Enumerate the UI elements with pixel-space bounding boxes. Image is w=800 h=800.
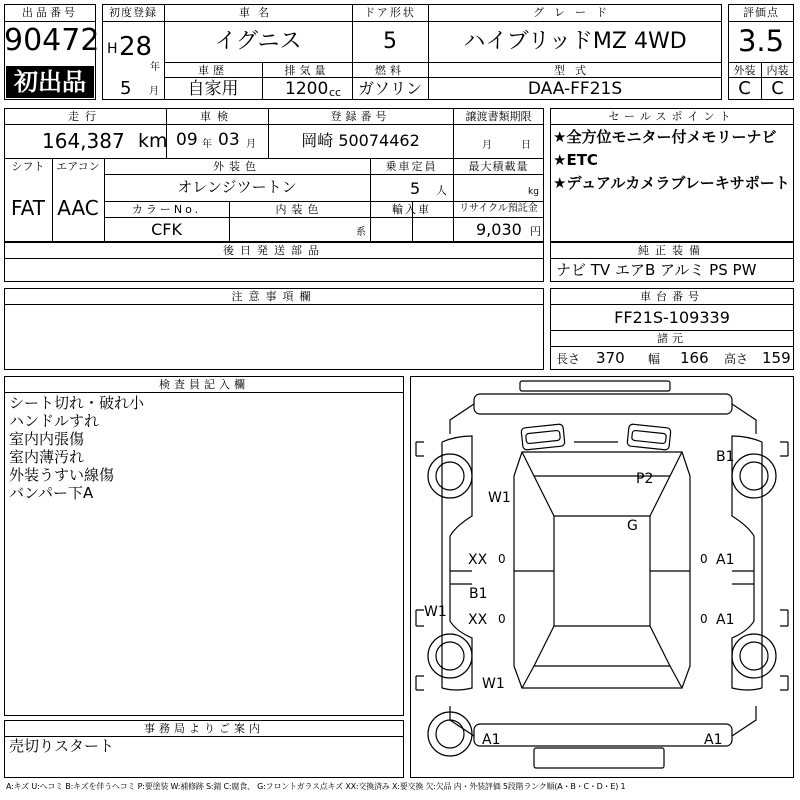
first-listing-badge: 初出品 [6, 66, 94, 98]
transfer-day: 日 [521, 140, 531, 151]
color-no: CFK [151, 220, 182, 239]
door-type-label: ドア形状 [364, 6, 416, 19]
kei-unit: 系 [356, 227, 366, 238]
height-label: 高さ [724, 352, 749, 366]
first-reg-year: 28 [119, 32, 153, 62]
damage-a1-right-door: A1 [716, 552, 735, 568]
inspector-note-5: 外装うすい線傷 [9, 466, 115, 484]
year-unit: 年 [150, 62, 160, 73]
notes-label: 注意事項欄 [231, 290, 317, 303]
legend: A:キズ U:ヘコミ B:キズを伴うヘコミ P:要塗装 W:補修跡 S:錆 C:腐食、 G:フロントガラス点キズ XX:交換済み X:要交換 欠:欠品 内・外装評価 5段階ランク順(A・B・C・D・E) 1 [6, 782, 626, 791]
damage-w1-rear: W1 [482, 676, 505, 692]
door-count: 5 [383, 29, 397, 54]
interior-score-label: 内装 [766, 64, 789, 77]
office-note: 売切りスタート [9, 737, 115, 755]
damage-g: G [627, 518, 638, 534]
damage-o1: 0 [498, 552, 506, 566]
damage-o3: 0 [498, 612, 506, 626]
damage-p2: P2 [636, 471, 654, 487]
yen-unit: 円 [530, 225, 541, 238]
history-label: 車歴 [198, 64, 228, 77]
max-load-label: 最大積載量 [468, 160, 529, 173]
aircon: AAC [57, 196, 99, 220]
people-unit: 人 [436, 184, 447, 197]
width-label: 幅 [648, 352, 661, 366]
damage-xx-rear-left: XX [468, 612, 488, 628]
import-label: 輸入車 [392, 203, 431, 216]
displacement: 1200 [285, 79, 329, 99]
color-no-label: カラーNo. [131, 203, 202, 216]
selling-point-3: ★デュアルカメラブレーキサポート [553, 174, 790, 192]
fuel-label: 燃料 [375, 64, 405, 77]
grade: ハイブリッドMZ 4WD [463, 29, 687, 54]
height: 159 [762, 349, 791, 367]
specs-label: 諸元 [657, 332, 687, 345]
damage-w1-front-left: W1 [488, 490, 511, 506]
score: 3.5 [737, 24, 785, 58]
capacity: 5 [410, 179, 421, 198]
exterior-score-label: 外装 [733, 64, 756, 77]
plate-number: 岡崎 50074462 [301, 131, 420, 150]
kg-unit: kg [528, 187, 539, 197]
damage-xx-left-door: XX [468, 552, 488, 568]
car-name: イグニス [214, 29, 302, 54]
damage-a1-rear-right: A1 [716, 612, 735, 628]
length-label: 長さ [556, 352, 581, 366]
exterior-score: C [738, 78, 751, 99]
length: 370 [596, 349, 625, 367]
damage-a1-rear-bumper-right: A1 [704, 732, 723, 748]
plate-label: 登録番号 [330, 110, 391, 123]
inspection-year-unit: 年 [202, 139, 212, 150]
damage-a1-rear-bumper-left: A1 [482, 732, 501, 748]
model-code: DAA-FF21S [527, 79, 623, 99]
damage-w1-left-side: W1 [424, 604, 447, 620]
selling-points-label: セールスポイント [608, 110, 736, 123]
damage-o4: 0 [700, 612, 708, 626]
recycle-amount: 9,030 [476, 220, 522, 239]
recycle-label: リサイクル預託金 [459, 203, 538, 214]
fuel: ガソリン [357, 79, 422, 98]
damage-b1-rear-left: B1 [469, 586, 488, 602]
month-unit: 月 [149, 86, 159, 97]
aircon-label: エアコン [56, 160, 100, 173]
transfer-docs-label: 譲渡書類期限 [465, 110, 532, 123]
inspector-note-1: シート切れ・破れ小 [9, 394, 145, 412]
width: 166 [680, 349, 709, 367]
cc-unit: cc [329, 86, 342, 99]
parts-later-label: 後日発送部品 [223, 244, 325, 257]
inspection-label: 車検 [200, 110, 234, 123]
chassis-label: 車台番号 [640, 290, 704, 303]
exterior-color: オレンジツートン [177, 178, 297, 196]
history: 自家用 [187, 79, 239, 99]
inspector-label: 検査員記入欄 [159, 378, 249, 391]
inspector-note-2: ハンドルすれ [9, 412, 100, 430]
shift: FAT [10, 196, 45, 220]
damage-o2: 0 [700, 552, 708, 566]
interior-score: C [771, 78, 784, 99]
mileage: 164,387 [42, 129, 125, 153]
chassis-number: FF21S-109339 [614, 308, 730, 327]
capacity-label: 乗車定員 [385, 160, 438, 173]
era: H [107, 41, 118, 57]
first-reg-month: 5 [120, 78, 132, 99]
shift-label: シフト [11, 160, 45, 173]
displacement-label: 排気量 [284, 64, 330, 77]
exterior-color-label: 外装色 [213, 160, 261, 173]
office-label: 事務局よりご案内 [144, 722, 264, 735]
grade-label: グレード [533, 6, 617, 19]
equipment-label: 純正装備 [638, 244, 706, 257]
first-reg-label: 初度登録 [109, 6, 157, 19]
car-diagram [410, 376, 794, 778]
inspection-month-unit: 月 [246, 139, 256, 150]
model-code-label: 型式 [554, 64, 596, 77]
lot-number-label: 出品番号 [22, 6, 78, 19]
lot-number: 90472 [4, 23, 100, 58]
score-label: 評価点 [743, 6, 779, 19]
damage-b1-front-right: B1 [716, 449, 735, 465]
inspection-month: 03 [218, 130, 240, 150]
inspector-note-4: 室内薄汚れ [9, 448, 85, 466]
interior-color-label: 内装色 [275, 203, 324, 216]
inspection-year: 09 [176, 130, 198, 150]
inspector-note-6: バンパー下A [9, 484, 94, 502]
mileage-label: 走行 [68, 110, 102, 123]
selling-point-1: ★全方位モニター付メモリーナビ [553, 128, 777, 146]
transfer-month: 月 [482, 140, 492, 151]
factory-equipment: ナビ TV エアB アルミ PS PW [556, 261, 757, 279]
inspector-note-3: 室内内張傷 [9, 430, 85, 448]
selling-point-2: ★ETC [553, 151, 598, 169]
km-unit: km [138, 130, 168, 152]
car-name-label: 車名 [239, 6, 277, 19]
